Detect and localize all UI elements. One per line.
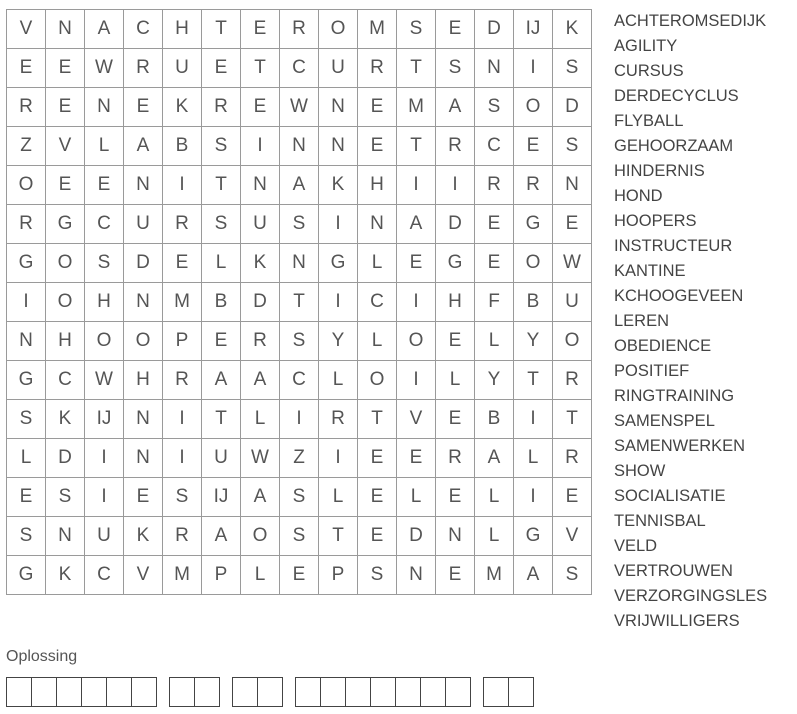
solution-word-group <box>6 677 156 707</box>
grid-cell[interactable]: E <box>163 244 202 283</box>
grid-cell[interactable]: I <box>241 127 280 166</box>
grid-cell[interactable]: I <box>319 205 358 244</box>
solution-letter-box[interactable] <box>483 677 509 707</box>
grid-cell[interactable]: S <box>163 478 202 517</box>
grid-cell[interactable]: S <box>397 10 436 49</box>
grid-row <box>7 10 592 49</box>
grid-cell[interactable]: G <box>7 556 46 595</box>
grid-cell[interactable]: O <box>46 244 85 283</box>
grid-cell[interactable]: C <box>85 205 124 244</box>
grid-cell[interactable]: F <box>475 283 514 322</box>
grid-cell[interactable]: T <box>202 400 241 439</box>
solution-letter-box[interactable] <box>395 677 421 707</box>
grid-row <box>7 88 592 127</box>
grid-cell[interactable]: E <box>85 166 124 205</box>
grid-cell[interactable]: O <box>397 322 436 361</box>
grid-cell[interactable]: P <box>202 556 241 595</box>
word-list-item: SOCIALISATIE <box>614 487 726 505</box>
word-list-item: INSTRUCTEUR <box>614 237 733 255</box>
grid-row <box>7 127 592 166</box>
grid-cell[interactable]: Y <box>514 322 553 361</box>
word-list-item: KANTINE <box>614 262 686 280</box>
grid-cell[interactable]: S <box>553 127 592 166</box>
solution-boxes <box>6 677 546 707</box>
grid-cell[interactable]: E <box>397 244 436 283</box>
grid-cell[interactable]: E <box>436 400 475 439</box>
grid-cell[interactable]: I <box>514 400 553 439</box>
solution-letter-box[interactable] <box>81 677 107 707</box>
grid-row <box>7 244 592 283</box>
grid-cell[interactable]: Z <box>7 127 46 166</box>
grid-cell[interactable]: L <box>319 361 358 400</box>
grid-cell[interactable]: A <box>280 166 319 205</box>
grid-cell[interactable]: L <box>475 322 514 361</box>
word-list-item: ACHTEROMSEDIJK <box>614 12 767 30</box>
grid-cell[interactable]: S <box>7 517 46 556</box>
grid-row <box>7 517 592 556</box>
grid-cell[interactable]: I <box>163 439 202 478</box>
grid-cell[interactable]: I <box>514 49 553 88</box>
grid-cell[interactable]: IJ <box>514 10 553 49</box>
grid-cell[interactable]: I <box>397 361 436 400</box>
grid-cell[interactable]: M <box>475 556 514 595</box>
word-list-item: SAMENWERKEN <box>614 437 746 455</box>
grid-cell[interactable]: O <box>514 88 553 127</box>
grid-cell[interactable]: E <box>358 439 397 478</box>
word-list-item: VERZORGINGSLES <box>614 587 768 605</box>
grid-cell[interactable]: N <box>436 517 475 556</box>
grid-cell[interactable]: N <box>358 205 397 244</box>
grid-cell[interactable]: IJ <box>202 478 241 517</box>
grid-cell[interactable]: U <box>241 205 280 244</box>
grid-cell[interactable]: G <box>7 361 46 400</box>
grid-cell[interactable]: E <box>124 478 163 517</box>
grid-cell[interactable]: E <box>7 478 46 517</box>
grid-cell[interactable]: E <box>436 556 475 595</box>
grid-cell[interactable]: T <box>358 400 397 439</box>
grid-cell[interactable]: E <box>553 478 592 517</box>
grid-cell[interactable]: R <box>436 127 475 166</box>
grid-cell[interactable]: R <box>163 517 202 556</box>
solution-letter-box[interactable] <box>169 677 195 707</box>
grid-cell[interactable]: D <box>397 517 436 556</box>
grid-cell[interactable]: O <box>241 517 280 556</box>
grid-cell[interactable]: V <box>46 127 85 166</box>
grid-cell[interactable]: B <box>163 127 202 166</box>
grid-cell[interactable]: R <box>163 361 202 400</box>
solution-word-group <box>169 677 219 707</box>
grid-row <box>7 49 592 88</box>
grid-cell[interactable]: A <box>397 205 436 244</box>
grid-cell[interactable]: O <box>319 10 358 49</box>
grid-cell[interactable]: K <box>553 10 592 49</box>
word-list-item: GEHOORZAAM <box>614 137 734 155</box>
grid-cell[interactable]: I <box>163 400 202 439</box>
grid-cell[interactable]: E <box>358 88 397 127</box>
grid-cell[interactable]: R <box>553 361 592 400</box>
grid-cell[interactable]: E <box>475 244 514 283</box>
word-list-item: OBEDIENCE <box>614 337 712 355</box>
grid-cell[interactable]: E <box>397 439 436 478</box>
grid-cell[interactable]: A <box>124 127 163 166</box>
grid-row <box>7 205 592 244</box>
grid-cell[interactable]: E <box>46 49 85 88</box>
solution-letter-box[interactable] <box>345 677 371 707</box>
grid-cell[interactable]: D <box>124 244 163 283</box>
grid-cell[interactable]: K <box>163 88 202 127</box>
grid-row <box>7 361 592 400</box>
word-list-item: HINDERNIS <box>614 162 705 180</box>
grid-cell[interactable]: P <box>163 322 202 361</box>
grid-cell[interactable]: C <box>46 361 85 400</box>
word-list-item: HOOPERS <box>614 212 697 230</box>
grid-cell[interactable]: E <box>46 88 85 127</box>
grid-cell[interactable]: T <box>397 127 436 166</box>
grid-cell[interactable]: D <box>553 88 592 127</box>
solution-letter-box[interactable] <box>295 677 321 707</box>
grid-cell[interactable]: G <box>514 517 553 556</box>
grid-cell[interactable]: S <box>280 478 319 517</box>
word-list-item: VRIJWILLIGERS <box>614 612 740 630</box>
grid-cell[interactable]: T <box>202 166 241 205</box>
solution-label: Oplossing <box>6 648 78 665</box>
solution-letter-box[interactable] <box>131 677 157 707</box>
grid-cell[interactable]: R <box>475 166 514 205</box>
word-list-item: HOND <box>614 187 663 205</box>
grid-cell[interactable]: R <box>358 49 397 88</box>
grid-cell[interactable]: A <box>514 556 553 595</box>
grid-cell[interactable]: O <box>553 322 592 361</box>
grid-cell[interactable]: R <box>202 88 241 127</box>
word-list-item: FLYBALL <box>614 112 684 130</box>
grid-cell[interactable]: D <box>475 10 514 49</box>
grid-cell[interactable]: G <box>46 205 85 244</box>
grid-cell[interactable]: N <box>280 127 319 166</box>
grid-cell[interactable]: T <box>319 517 358 556</box>
grid-cell[interactable]: L <box>436 361 475 400</box>
word-list-item: AGILITY <box>614 37 678 55</box>
grid-cell[interactable]: R <box>124 49 163 88</box>
grid-cell[interactable]: R <box>280 10 319 49</box>
grid-cell[interactable]: O <box>514 244 553 283</box>
grid-cell[interactable]: B <box>202 283 241 322</box>
grid-cell[interactable]: R <box>7 88 46 127</box>
grid-cell[interactable]: H <box>358 166 397 205</box>
grid-cell[interactable]: S <box>46 478 85 517</box>
grid-cell[interactable]: T <box>241 49 280 88</box>
grid-row <box>7 400 592 439</box>
grid-cell[interactable]: E <box>202 322 241 361</box>
grid-cell[interactable]: T <box>553 400 592 439</box>
grid-cell[interactable]: L <box>85 127 124 166</box>
grid-cell[interactable]: E <box>436 10 475 49</box>
grid-cell[interactable]: Y <box>319 322 358 361</box>
grid-cell[interactable]: L <box>475 517 514 556</box>
grid-cell[interactable]: L <box>358 322 397 361</box>
grid-cell[interactable]: E <box>475 205 514 244</box>
grid-cell[interactable]: M <box>397 88 436 127</box>
grid-cell[interactable]: C <box>85 556 124 595</box>
grid-cell[interactable]: G <box>7 244 46 283</box>
word-list-item: KCHOOGEVEEN <box>614 287 744 305</box>
grid-cell[interactable]: G <box>436 244 475 283</box>
word-list-item: RINGTRAINING <box>614 387 735 405</box>
grid-cell[interactable]: I <box>397 283 436 322</box>
grid-cell[interactable]: I <box>319 283 358 322</box>
grid-cell[interactable]: W <box>280 88 319 127</box>
grid-cell[interactable]: IJ <box>85 400 124 439</box>
grid-cell[interactable]: L <box>397 478 436 517</box>
grid-cell[interactable]: M <box>358 10 397 49</box>
grid-cell[interactable]: G <box>319 244 358 283</box>
grid-cell[interactable]: S <box>436 49 475 88</box>
grid-cell[interactable]: R <box>7 205 46 244</box>
grid-cell[interactable]: E <box>436 478 475 517</box>
grid-cell[interactable]: E <box>514 127 553 166</box>
solution-letter-box[interactable] <box>6 677 32 707</box>
grid-cell[interactable]: A <box>475 439 514 478</box>
grid-cell[interactable]: L <box>241 556 280 595</box>
grid-cell[interactable]: V <box>7 10 46 49</box>
grid-cell[interactable]: L <box>358 244 397 283</box>
grid-cell[interactable]: Z <box>280 439 319 478</box>
grid-cell[interactable]: A <box>202 517 241 556</box>
grid-cell[interactable]: A <box>436 88 475 127</box>
word-list-item: VELD <box>614 537 658 555</box>
grid-cell[interactable]: B <box>475 400 514 439</box>
grid-cell[interactable]: T <box>514 361 553 400</box>
grid-cell[interactable]: D <box>241 283 280 322</box>
grid-cell[interactable]: K <box>46 556 85 595</box>
grid-cell[interactable]: W <box>85 49 124 88</box>
grid-cell[interactable]: I <box>319 439 358 478</box>
grid-cell[interactable]: E <box>553 205 592 244</box>
grid-cell[interactable]: H <box>85 283 124 322</box>
word-list-item: CURSUS <box>614 62 684 80</box>
grid-cell[interactable]: N <box>397 556 436 595</box>
grid-cell[interactable]: V <box>397 400 436 439</box>
grid-cell[interactable]: K <box>241 244 280 283</box>
grid-cell[interactable]: H <box>46 322 85 361</box>
grid-cell[interactable]: S <box>85 244 124 283</box>
grid-cell[interactable]: E <box>202 49 241 88</box>
grid-cell[interactable]: A <box>241 361 280 400</box>
grid-cell[interactable]: T <box>202 10 241 49</box>
grid-cell[interactable]: R <box>514 166 553 205</box>
grid-cell[interactable]: N <box>124 439 163 478</box>
grid-cell[interactable]: D <box>46 439 85 478</box>
grid-cell[interactable]: U <box>319 49 358 88</box>
grid-cell[interactable]: W <box>241 439 280 478</box>
grid-cell[interactable]: S <box>202 127 241 166</box>
grid-cell[interactable]: A <box>85 10 124 49</box>
grid-cell[interactable]: O <box>46 283 85 322</box>
solution-letter-box[interactable] <box>370 677 396 707</box>
grid-cell[interactable]: U <box>553 283 592 322</box>
solution-letter-box[interactable] <box>320 677 346 707</box>
solution-letter-box[interactable] <box>194 677 220 707</box>
grid-cell[interactable]: C <box>124 10 163 49</box>
letter-grid <box>6 9 592 595</box>
grid-cell[interactable]: L <box>475 478 514 517</box>
grid-cell[interactable]: E <box>358 517 397 556</box>
grid-cell[interactable]: L <box>241 400 280 439</box>
grid-cell[interactable]: S <box>358 556 397 595</box>
grid-cell[interactable]: N <box>319 88 358 127</box>
grid-cell[interactable]: C <box>280 361 319 400</box>
grid-cell[interactable]: E <box>436 322 475 361</box>
solution-letter-box[interactable] <box>106 677 132 707</box>
solution-word-group <box>295 677 470 707</box>
grid-row <box>7 556 592 595</box>
grid-row <box>7 283 592 322</box>
grid-cell[interactable]: R <box>241 322 280 361</box>
grid-cell[interactable]: C <box>280 49 319 88</box>
solution-word-group <box>483 677 533 707</box>
grid-cell[interactable]: N <box>553 166 592 205</box>
grid-cell[interactable]: N <box>124 283 163 322</box>
grid-cell[interactable]: O <box>85 322 124 361</box>
grid-cell[interactable]: H <box>124 361 163 400</box>
grid-cell[interactable]: N <box>124 166 163 205</box>
grid-cell[interactable]: S <box>280 205 319 244</box>
grid-cell[interactable]: P <box>319 556 358 595</box>
grid-cell[interactable]: S <box>553 556 592 595</box>
grid-cell[interactable]: L <box>7 439 46 478</box>
solution-letter-box[interactable] <box>445 677 471 707</box>
grid-cell[interactable]: N <box>475 49 514 88</box>
grid-cell[interactable]: W <box>85 361 124 400</box>
grid-cell[interactable]: I <box>280 400 319 439</box>
grid-cell[interactable]: L <box>202 244 241 283</box>
grid-row <box>7 478 592 517</box>
grid-cell[interactable]: K <box>319 166 358 205</box>
grid-cell[interactable]: E <box>358 127 397 166</box>
grid-cell[interactable]: E <box>280 556 319 595</box>
grid-cell[interactable]: L <box>514 439 553 478</box>
grid-cell[interactable]: U <box>202 439 241 478</box>
grid-cell[interactable]: R <box>163 205 202 244</box>
grid-cell[interactable]: S <box>280 322 319 361</box>
grid-cell[interactable]: V <box>124 556 163 595</box>
grid-cell[interactable]: C <box>358 283 397 322</box>
grid-cell[interactable]: S <box>280 517 319 556</box>
grid-cell[interactable]: R <box>436 439 475 478</box>
grid-row <box>7 166 592 205</box>
grid-cell[interactable]: E <box>241 88 280 127</box>
grid-cell[interactable]: O <box>124 322 163 361</box>
grid-cell[interactable]: O <box>358 361 397 400</box>
grid-cell[interactable]: N <box>46 517 85 556</box>
grid-cell[interactable]: S <box>475 88 514 127</box>
grid-cell[interactable]: E <box>241 10 280 49</box>
grid-cell[interactable]: G <box>514 205 553 244</box>
grid-cell[interactable]: I <box>7 283 46 322</box>
grid-cell[interactable]: N <box>124 400 163 439</box>
word-list-item: LEREN <box>614 312 670 330</box>
grid-cell[interactable]: S <box>553 49 592 88</box>
grid-cell[interactable]: K <box>46 400 85 439</box>
grid-cell[interactable]: I <box>85 478 124 517</box>
grid-cell[interactable]: N <box>46 10 85 49</box>
grid-cell[interactable]: I <box>514 478 553 517</box>
grid-cell[interactable]: C <box>475 127 514 166</box>
grid-cell[interactable]: O <box>7 166 46 205</box>
grid-cell[interactable]: S <box>7 400 46 439</box>
word-list-item: POSITIEF <box>614 362 690 380</box>
grid-cell[interactable]: L <box>319 478 358 517</box>
grid-cell[interactable]: I <box>436 166 475 205</box>
grid-cell[interactable]: A <box>202 361 241 400</box>
grid-cell[interactable]: T <box>397 49 436 88</box>
grid-cell[interactable]: I <box>397 166 436 205</box>
grid-cell[interactable]: R <box>553 439 592 478</box>
grid-cell[interactable]: A <box>241 478 280 517</box>
grid-cell[interactable]: W <box>553 244 592 283</box>
grid-row <box>7 322 592 361</box>
grid-cell[interactable]: H <box>163 10 202 49</box>
grid-cell[interactable]: B <box>514 283 553 322</box>
grid-cell[interactable]: M <box>163 283 202 322</box>
solution-letter-box[interactable] <box>508 677 534 707</box>
grid-cell[interactable]: N <box>319 127 358 166</box>
grid-cell[interactable]: H <box>436 283 475 322</box>
grid-cell[interactable]: K <box>124 517 163 556</box>
solution-letter-box[interactable] <box>31 677 57 707</box>
grid-cell[interactable]: D <box>436 205 475 244</box>
grid-cell[interactable]: R <box>319 400 358 439</box>
grid-cell[interactable]: V <box>553 517 592 556</box>
solution-letter-box[interactable] <box>420 677 446 707</box>
grid-cell[interactable]: I <box>85 439 124 478</box>
grid-cell[interactable]: S <box>202 205 241 244</box>
grid-cell[interactable]: N <box>7 322 46 361</box>
grid-cell[interactable]: U <box>85 517 124 556</box>
grid-cell[interactable]: U <box>163 49 202 88</box>
word-list-item: VERTROUWEN <box>614 562 733 580</box>
word-list <box>614 10 767 635</box>
grid-cell[interactable]: T <box>280 283 319 322</box>
grid-cell[interactable]: Y <box>475 361 514 400</box>
solution-letter-box[interactable] <box>56 677 82 707</box>
grid-cell[interactable]: N <box>280 244 319 283</box>
word-list-item: SHOW <box>614 462 666 480</box>
grid-cell[interactable]: E <box>124 88 163 127</box>
grid-row <box>7 439 592 478</box>
word-list-item: TENNISBAL <box>614 512 706 530</box>
grid-cell[interactable]: U <box>124 205 163 244</box>
solution-letter-box[interactable] <box>257 677 283 707</box>
solution-letter-box[interactable] <box>232 677 258 707</box>
grid-cell[interactable]: E <box>46 166 85 205</box>
grid-cell[interactable]: I <box>163 166 202 205</box>
word-list-item: SAMENSPEL <box>614 412 715 430</box>
word-list-item: DERDECYCLUS <box>614 87 739 105</box>
grid-cell[interactable]: M <box>163 556 202 595</box>
grid-cell[interactable]: E <box>7 49 46 88</box>
grid-cell[interactable]: N <box>85 88 124 127</box>
grid-cell[interactable]: E <box>358 478 397 517</box>
solution-word-group <box>232 677 282 707</box>
grid-cell[interactable]: N <box>241 166 280 205</box>
